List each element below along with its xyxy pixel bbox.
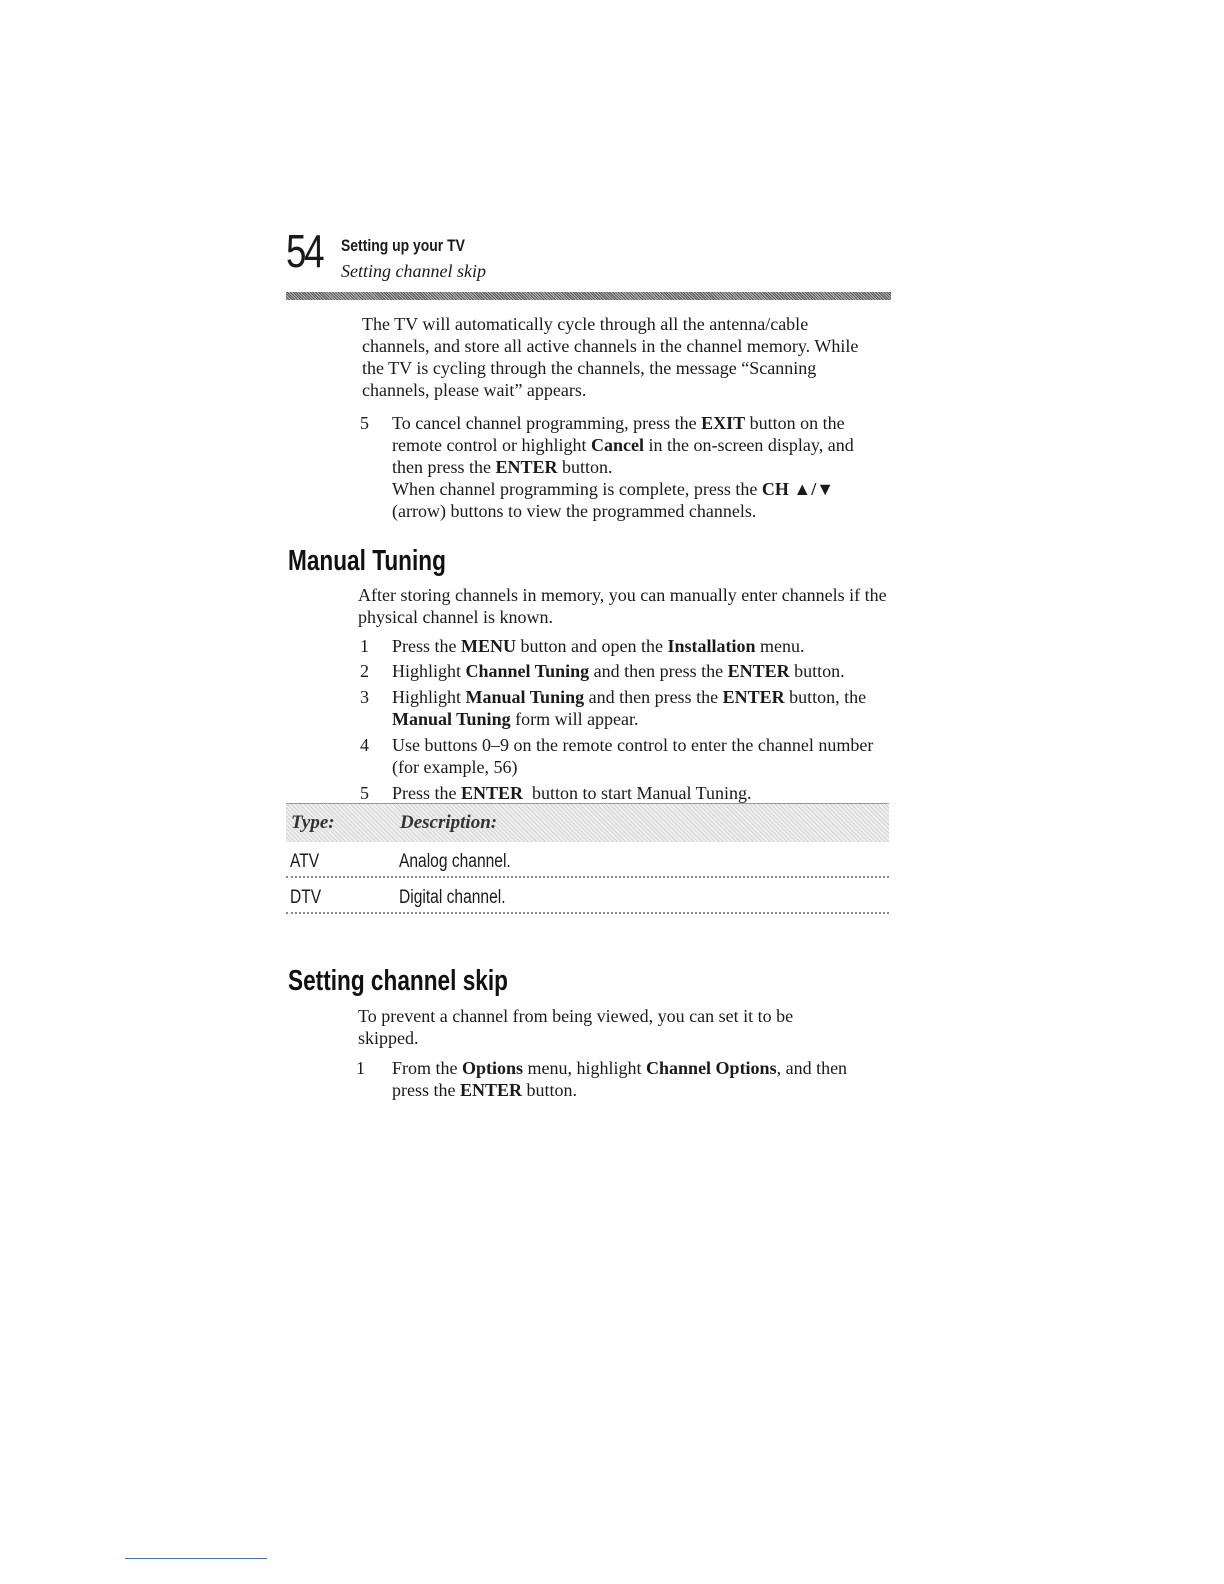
step-number: 2 xyxy=(360,661,369,681)
running-subtitle: Setting channel skip xyxy=(341,261,486,281)
table-header-type: Type: xyxy=(291,812,335,833)
manual-tuning-intro: After storing channels in memory, you can manually enter channels if the physical channel is known. xyxy=(358,585,887,627)
step-text: Highlight Channel Tuning and then press the ENTER button. xyxy=(392,661,845,681)
table-row xyxy=(286,842,889,878)
table-header xyxy=(286,803,889,842)
list-item xyxy=(358,660,888,682)
channel-skip-intro: To prevent a channel from being viewed, you can set it to be skipped. xyxy=(358,1006,794,1048)
table-header-description: Description: xyxy=(400,812,498,833)
list-item xyxy=(358,734,888,778)
running-title: Setting up your TV xyxy=(341,236,465,255)
step-text: Use buttons 0–9 on the remote control to enter the channel number (for example, 56) xyxy=(392,735,874,777)
list-item xyxy=(354,1057,854,1101)
step-number: 5 xyxy=(360,413,369,433)
page-number: 54 xyxy=(286,225,323,277)
channel-skip-steps xyxy=(354,1057,854,1101)
step-number: 5 xyxy=(360,783,369,803)
step-number: 1 xyxy=(356,1058,365,1078)
step-text: From the Options menu, highlight Channel Options, and then press the ENTER button. xyxy=(392,1058,848,1100)
step-number: 1 xyxy=(360,636,369,656)
manual-tuning-steps xyxy=(358,635,888,804)
step-text: Press the ENTER button to start Manual Tuning. xyxy=(392,783,752,803)
step-5-cancel xyxy=(358,412,888,522)
footer-line xyxy=(125,1558,267,1559)
table-cell-type: ATV xyxy=(290,851,320,872)
header-rule xyxy=(286,292,891,300)
list-item xyxy=(358,635,888,657)
step-text: Press the MENU button and open the Installation menu. xyxy=(392,636,805,656)
step-text: Highlight Manual Tuning and then press the ENTER button, the Manual Tuning form will appear. xyxy=(392,687,867,729)
step-text: To cancel channel programming, press the EXIT button on the remote control or highlight Cancel in the on-screen display, and then press the ENTER button. When channel programming is complete, press the CH ▲/▼ (arrow) buttons to view the programmed channels. xyxy=(392,413,854,521)
step-number: 3 xyxy=(360,687,369,707)
intro-paragraph: The TV will automatically cycle through all the antenna/cable channels, and store all active channels in the channel memory. While the TV is cycling through the channels, the message “Scanning channels, please wait” appears. xyxy=(362,314,859,400)
table-cell-description: Digital channel. xyxy=(399,887,506,908)
list-item xyxy=(358,686,888,730)
channel-type-table xyxy=(286,803,889,914)
list-item xyxy=(358,782,888,804)
heading-manual-tuning: Manual Tuning xyxy=(288,545,446,577)
heading-setting-channel-skip: Setting channel skip xyxy=(288,965,508,997)
table-row xyxy=(286,878,889,914)
table-cell-description: Analog channel. xyxy=(399,851,511,872)
table-cell-type: DTV xyxy=(290,887,322,908)
step-number: 4 xyxy=(360,735,369,755)
